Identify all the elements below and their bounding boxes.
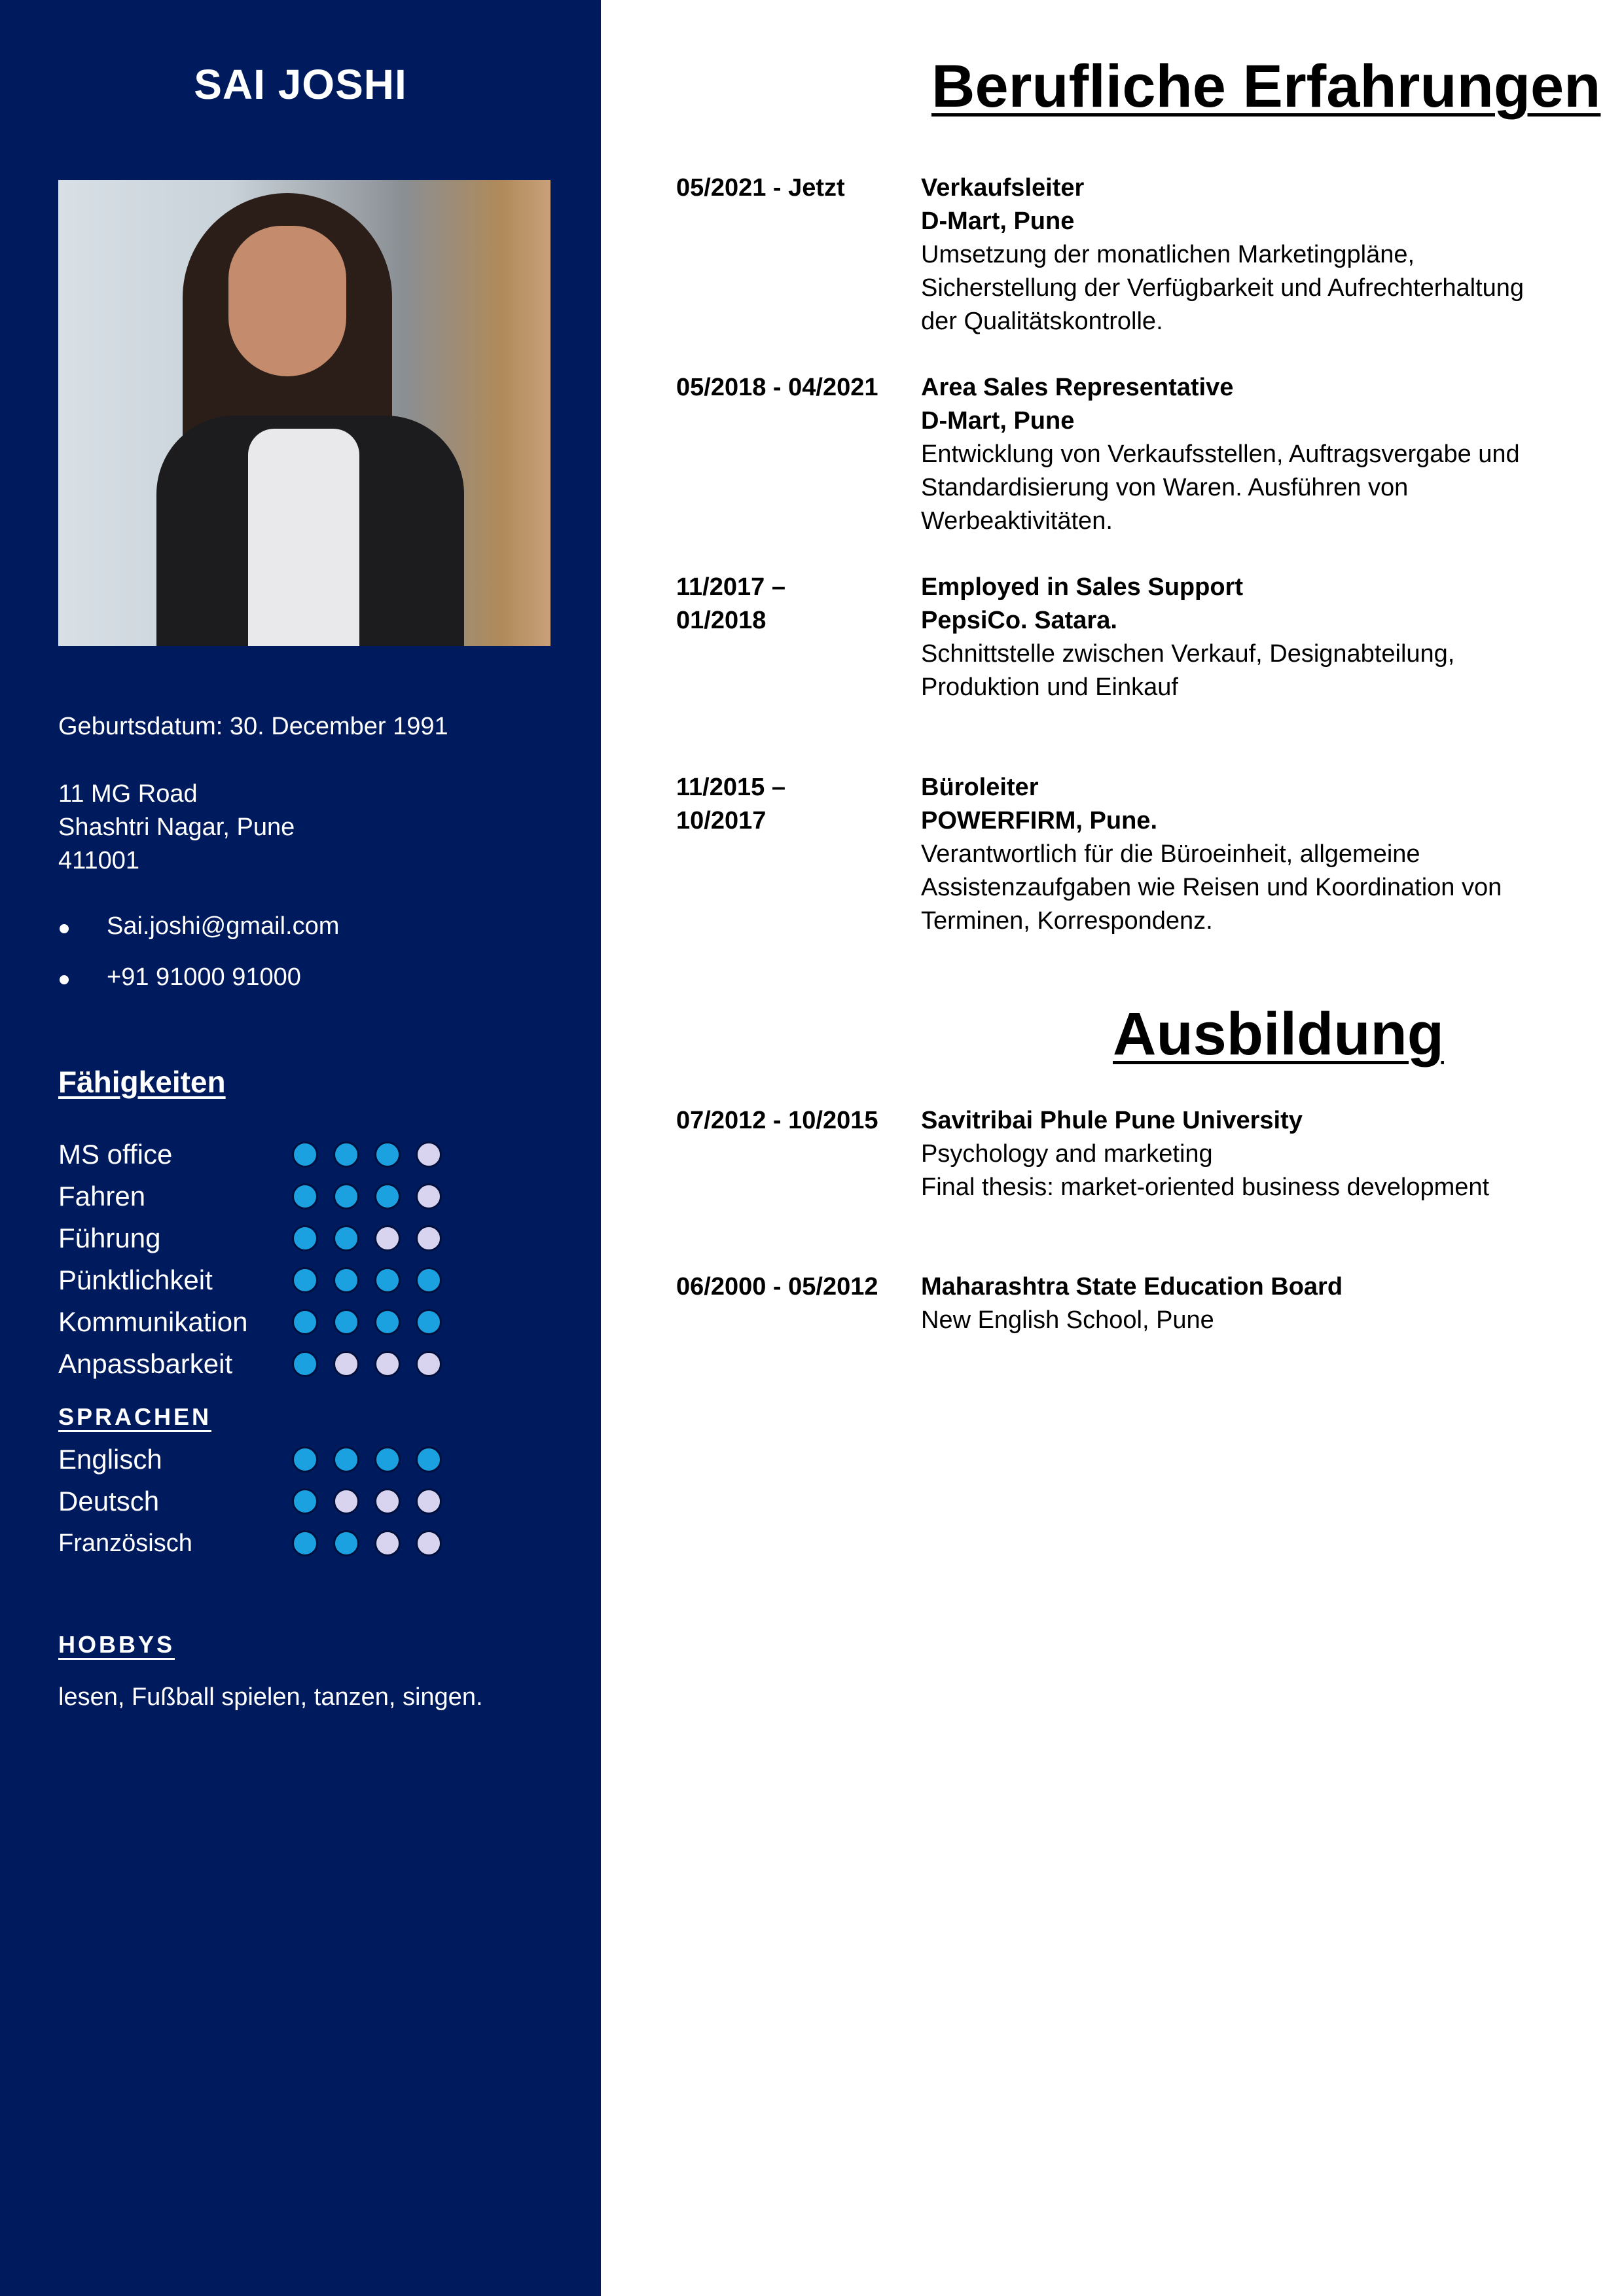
- rating-dot-empty: [416, 1488, 442, 1515]
- entry-description-line: Entwicklung von Verkaufsstellen, Auftragsvergabe und: [921, 440, 1520, 468]
- language-row: [58, 1522, 516, 1564]
- entry-description-line: Sicherstellung der Verfügbarkeit und Aufrechterhaltung: [921, 274, 1525, 302]
- rating-dot-filled: [292, 1183, 318, 1210]
- rating-dot-filled: [416, 1267, 442, 1293]
- address: [58, 778, 295, 878]
- skill-label: Anpassbarkeit: [58, 1348, 233, 1379]
- language-rating: [292, 1488, 457, 1518]
- hobbies-text: lesen, Fußball spielen, tanzen, singen.: [58, 1683, 483, 1711]
- entry-title: Area Sales Representative: [921, 374, 1234, 401]
- bullet-icon: [60, 924, 69, 933]
- date-line: 07/2012 - 10/2015: [676, 1107, 878, 1134]
- entry-description-line: Final thesis: market-oriented business development: [921, 1174, 1490, 1201]
- rating-dot-filled: [416, 1446, 442, 1473]
- hobbies-heading: HOBBYS: [58, 1631, 175, 1658]
- skill-rating: [292, 1267, 457, 1297]
- entry-date: [676, 371, 912, 404]
- rating-dot-empty: [374, 1530, 401, 1556]
- entry-company: D-Mart, Pune: [921, 407, 1075, 435]
- rating-dot-empty: [333, 1351, 359, 1377]
- skill-row: [58, 1217, 516, 1259]
- birthdate: Geburtsdatum: 30. December 1991: [58, 713, 448, 740]
- skill-rating: [292, 1309, 457, 1338]
- address-line: 411001: [58, 847, 139, 874]
- rating-dot-empty: [374, 1225, 401, 1251]
- entry-company: POWERFIRM, Pune.: [921, 807, 1157, 834]
- entry-description-line: Verantwortlich für die Büroeinheit, allgemeine: [921, 840, 1420, 868]
- entry-company: D-Mart, Pune: [921, 207, 1075, 235]
- rating-dot-filled: [292, 1225, 318, 1251]
- phone[interactable]: +91 91000 91000: [107, 963, 301, 991]
- entry-date: [676, 171, 912, 205]
- date-line: 06/2000 - 05/2012: [676, 1273, 878, 1300]
- skill-rating: [292, 1225, 457, 1255]
- education-heading: Ausbildung: [1113, 1001, 1444, 1067]
- entry-description-line: Assistenzaufgaben wie Reisen und Koordination von: [921, 874, 1502, 901]
- entry-content: [921, 371, 1582, 538]
- skill-label: Kommunikation: [58, 1306, 248, 1337]
- rating-dot-filled: [333, 1183, 359, 1210]
- skill-rating: [292, 1141, 457, 1171]
- skill-row: [58, 1134, 516, 1175]
- experience-heading: Berufliche Erfahrungen: [931, 53, 1601, 120]
- rating-dot-filled: [292, 1267, 318, 1293]
- entry-description-line: Standardisierung von Waren. Ausführen von: [921, 474, 1409, 501]
- entry-content: [921, 1270, 1582, 1337]
- language-label: Deutsch: [58, 1486, 160, 1516]
- skills-heading: Fähigkeiten: [58, 1065, 226, 1099]
- address-line: 11 MG Road: [58, 780, 198, 808]
- entry-date: [676, 771, 912, 838]
- skill-rating: [292, 1183, 457, 1213]
- rating-dot-empty: [416, 1530, 442, 1556]
- rating-dot-filled: [374, 1141, 401, 1168]
- entry-title: Maharashtra State Education Board: [921, 1273, 1343, 1300]
- entry-date: [676, 1270, 912, 1304]
- language-rating: [292, 1446, 457, 1476]
- address-line: Shashtri Nagar, Pune: [58, 814, 295, 841]
- rating-dot-filled: [292, 1141, 318, 1168]
- rating-dot-filled: [374, 1267, 401, 1293]
- skill-label: Fahren: [58, 1181, 146, 1211]
- bullet-icon: [60, 975, 69, 984]
- date-line: 05/2021 - Jetzt: [676, 174, 845, 202]
- rating-dot-filled: [333, 1267, 359, 1293]
- date-line: 01/2018: [676, 607, 767, 634]
- language-row: [58, 1439, 516, 1480]
- sidebar: [0, 0, 601, 2296]
- rating-dot-filled: [292, 1351, 318, 1377]
- languages-heading: SPRACHEN: [58, 1403, 212, 1430]
- email[interactable]: Sai.joshi@gmail.com: [107, 912, 340, 940]
- rating-dot-empty: [333, 1488, 359, 1515]
- rating-dot-filled: [374, 1183, 401, 1210]
- rating-dot-filled: [333, 1530, 359, 1556]
- skill-label: Pünktlichkeit: [58, 1265, 213, 1295]
- profile-name: SAI JOSHI: [194, 61, 407, 108]
- language-rating: [292, 1530, 457, 1560]
- entry-description-line: Umsetzung der monatlichen Marketingpläne,: [921, 241, 1415, 268]
- entry-description-line: Produktion und Einkauf: [921, 673, 1178, 701]
- entry-content: [921, 1104, 1582, 1204]
- entry-title: Verkaufsleiter: [921, 174, 1085, 202]
- rating-dot-filled: [333, 1141, 359, 1168]
- entry-content: [921, 771, 1582, 938]
- skill-rating: [292, 1351, 457, 1380]
- rating-dot-empty: [416, 1351, 442, 1377]
- rating-dot-filled: [333, 1225, 359, 1251]
- rating-dot-filled: [374, 1309, 401, 1335]
- entry-content: [921, 171, 1582, 338]
- entry-title: Savitribai Phule Pune University: [921, 1107, 1303, 1134]
- entry-title: Employed in Sales Support: [921, 573, 1243, 601]
- entry-content: [921, 571, 1582, 704]
- rating-dot-empty: [416, 1183, 442, 1210]
- rating-dot-filled: [292, 1530, 318, 1556]
- entry-date: [676, 1104, 912, 1138]
- skill-row: [58, 1175, 516, 1217]
- date-line: 11/2017 –: [676, 573, 785, 601]
- skill-label: MS office: [58, 1139, 173, 1170]
- rating-dot-filled: [292, 1309, 318, 1335]
- skill-label: Führung: [58, 1223, 161, 1253]
- entry-description-line: New English School, Pune: [921, 1306, 1214, 1334]
- rating-dot-empty: [416, 1225, 442, 1251]
- date-line: 11/2015 –: [676, 774, 785, 801]
- entry-description-line: Schnittstelle zwischen Verkauf, Designabteilung,: [921, 640, 1455, 668]
- date-line: 10/2017: [676, 807, 767, 834]
- skill-row: [58, 1343, 516, 1385]
- language-label: Englisch: [58, 1444, 162, 1475]
- rating-dot-filled: [333, 1309, 359, 1335]
- entry-description-line: der Qualitätskontrolle.: [921, 308, 1163, 335]
- entry-title: Büroleiter: [921, 774, 1039, 801]
- skill-row: [58, 1259, 516, 1301]
- skill-row: [58, 1301, 516, 1343]
- rating-dot-filled: [292, 1446, 318, 1473]
- rating-dot-filled: [374, 1446, 401, 1473]
- language-label: Französisch: [58, 1530, 192, 1557]
- entry-description-line: Psychology and marketing: [921, 1140, 1213, 1168]
- entry-company: PepsiCo. Satara.: [921, 607, 1117, 634]
- rating-dot-filled: [333, 1446, 359, 1473]
- rating-dot-empty: [374, 1351, 401, 1377]
- profile-photo: [58, 180, 550, 646]
- main-content: [601, 0, 1624, 2296]
- rating-dot-filled: [416, 1309, 442, 1335]
- entry-description-line: Werbeaktivitäten.: [921, 507, 1113, 535]
- rating-dot-empty: [374, 1488, 401, 1515]
- date-line: 05/2018 - 04/2021: [676, 374, 878, 401]
- rating-dot-filled: [292, 1488, 318, 1515]
- entry-description-line: Terminen, Korrespondenz.: [921, 907, 1213, 935]
- rating-dot-empty: [416, 1141, 442, 1168]
- entry-date: [676, 571, 912, 637]
- language-row: [58, 1480, 516, 1522]
